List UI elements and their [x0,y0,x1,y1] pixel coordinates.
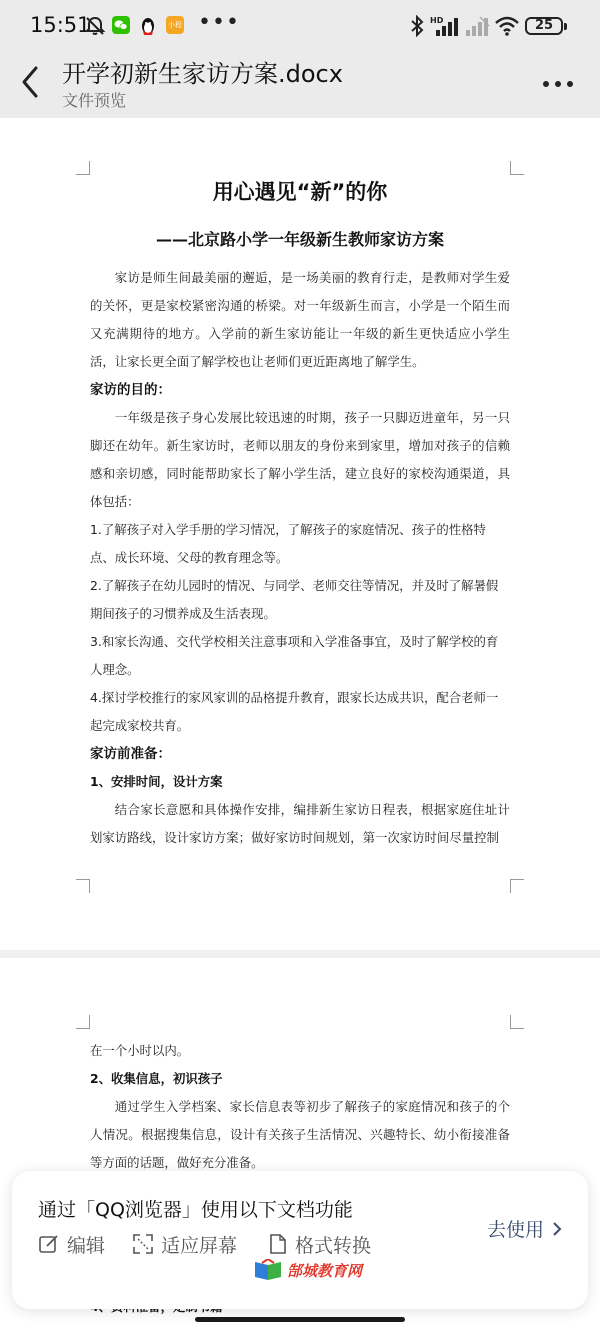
more-notifications-icon: ••• [198,10,240,35]
document-page-1[interactable] [0,118,600,950]
file-subtitle: 文件预览 [62,91,127,110]
title-bar [0,52,600,118]
qq-penguin-icon [139,16,157,38]
document-body-page-2 [90,1037,510,1177]
prep-heading: 家访前准备： [90,746,171,762]
purpose-paragraph: 一年级是孩子身心发展比较迅速的时期，孩子一只脚迈进童年，另一只脚还在幼年。新生家访时，老师以朋友的身份来到家里，增加对孩子的信赖感和亲切感，同时能帮助家长了解小学生活，建立良好的家校沟通渠道，具体包括： [90,410,510,509]
page-corner-mark [76,879,90,893]
page-corner-mark [510,879,524,893]
mini-program-badge-text: 小程 [168,21,182,29]
fit-screen-feature[interactable] [132,1229,237,1259]
mini-program-icon [166,16,184,34]
purpose-item-3: 3.和家长沟通、交代学校相关注意事项和入学准备事宜，及时了解学校的育人理念。 [90,634,499,677]
continued-line: 在一个小时以内。 [90,1043,190,1058]
watermark-text: 郜城教育网 [287,1261,363,1280]
edit-feature[interactable] [38,1229,105,1259]
fit-screen-label: 适应屏幕 [161,1234,238,1257]
chevron-right-icon [552,1221,562,1237]
fit-screen-icon [132,1233,154,1255]
battery-indicator: 25 [525,17,563,35]
page-corner-mark [510,161,524,175]
more-options-icon[interactable] [538,62,578,98]
status-bar [0,0,600,52]
watermark [253,1259,362,1281]
intro-paragraph: 家访是师生间最美丽的邂逅，是一场美丽的教育行走，是教师对学生爱的关怀，更是家校紧密沟通的桥梁。对一年级新生而言，小学是一个陌生而又充满期待的地方。入学前的新生家访能让一年级的新生更快适应小学生活，让家长更全面了解学校也让老师们更近距离地了解学生。 [90,270,510,369]
purpose-item-2: 2.了解孩子在幼儿园时的情况、与同学、老师交往等情况，并及时了解暑假期间孩子的习惯养成及生活表现。 [90,578,499,621]
format-convert-label: 格式转换 [295,1234,372,1257]
go-use-label: 去使用 [486,1219,544,1241]
book-logo-icon [253,1259,283,1281]
step2-heading: 2、收集信息，初识孩子 [90,1071,223,1086]
purpose-item-4: 4.探讨学校推行的家风家训的品格提升教育，跟家长达成共识，配合老师一起完成家校共育。 [90,690,499,733]
step1-heading: 1、安排时间，设计方案 [90,774,223,789]
svg-text:HD: HD [430,16,444,25]
hd-signal-icon [430,15,460,37]
page-corner-mark [76,1015,90,1029]
qq-browser-banner[interactable] [12,1171,588,1309]
file-title: 开学初新生家访方案.docx [62,60,343,88]
mute-bell-icon [84,15,106,37]
purpose-heading: 家访的目的： [90,382,171,398]
back-arrow-icon[interactable] [14,60,48,104]
edit-icon [38,1233,60,1255]
document-subtitle: ——北京路小学一年级新生教师家访方案 [155,230,444,249]
wechat-icon [112,16,130,34]
edit-label: 编辑 [67,1234,106,1257]
document-body [90,264,510,852]
home-indicator[interactable] [195,1317,405,1322]
document-icon [268,1233,288,1255]
document-title: 用心遇见“新”的你 [212,180,388,204]
purpose-item-1: 1.了解孩子对入学手册的学习情况，了解孩子的家庭情况、孩子的性格特点、成长环境、父母的教育理念等。 [90,522,486,565]
step1-paragraph: 结合家长意愿和具体操作安排，编排新生家访日程表，根据家庭住址计划家访路线，设计家访方案；做好家访时间规划，第一次家访时间尽量控制 [90,802,510,845]
status-time: 15:51 [30,13,91,37]
signal-weak-icon [464,15,490,37]
go-use-button[interactable] [487,1215,562,1242]
banner-message: 通过「QQ浏览器」使用以下文档功能 [38,1199,353,1221]
wifi-icon [494,15,520,37]
step2-paragraph: 通过学生入学档案、家长信息表等初步了解孩子的家庭情况和孩子的个人情况。根据搜集信息，设计有关孩子生活情况、兴趣特长、幼小衔接准备等方面的话题，做好充分准备。 [90,1099,510,1170]
page-corner-mark [510,1015,524,1029]
format-convert-feature[interactable] [268,1229,371,1259]
bluetooth-icon [410,15,424,37]
page-corner-mark [76,161,90,175]
